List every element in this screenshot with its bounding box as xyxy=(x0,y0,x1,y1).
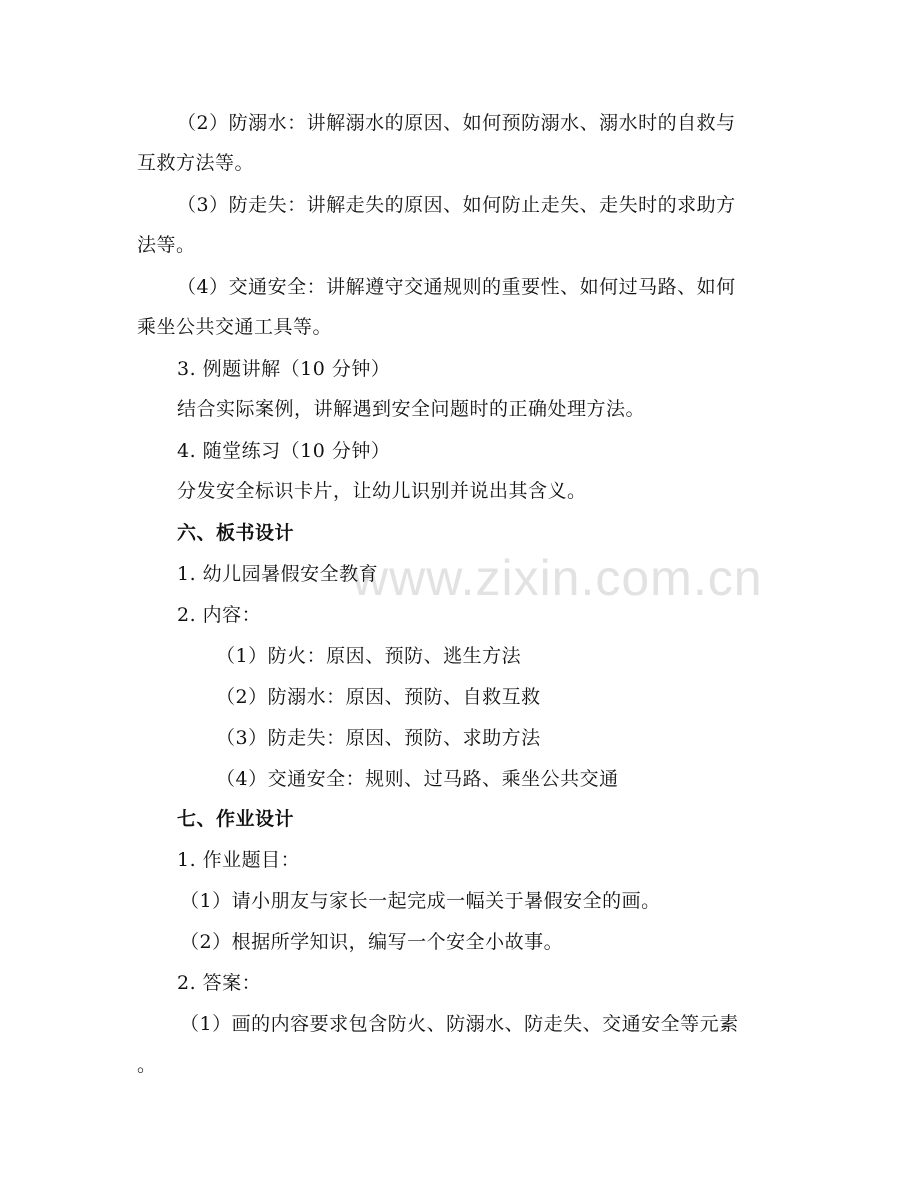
board-subitem-3: （3）防走失：原因、预防、求助方法 xyxy=(216,727,541,749)
paragraph-drowning-line-1: （2）防溺水：讲解溺水的原因、如何预防溺水、溺水时的自救与 xyxy=(177,112,736,134)
answer-line-2: 。 xyxy=(137,1054,157,1076)
homework-subitem-2: （2）根据所学知识，编写一个安全小故事。 xyxy=(180,931,564,953)
paragraph-drowning-line-2: 互救方法等。 xyxy=(137,152,255,174)
paragraph-traffic-line-2: 乘坐公共交通工具等。 xyxy=(137,316,333,338)
item-4-body: 分发安全标识卡片，让幼儿识别并说出其含义。 xyxy=(177,480,587,502)
board-item-1: 1. 幼儿园暑假安全教育 xyxy=(177,563,379,585)
homework-item-2: 2. 答案： xyxy=(177,972,262,994)
item-3-body: 结合实际案例，讲解遇到安全问题时的正确处理方法。 xyxy=(177,398,646,420)
board-subitem-2: （2）防溺水：原因、预防、自救互救 xyxy=(216,686,541,708)
paragraph-lost-line-1: （3）防走失：讲解走失的原因、如何防止走失、走失时的求助方 xyxy=(177,194,736,216)
watermark-text: www.zixin.com.cn xyxy=(352,550,763,606)
section-heading-homework-design: 七、作业设计 xyxy=(177,808,295,830)
paragraph-lost-line-2: 法等。 xyxy=(137,234,196,256)
paragraph-traffic-line-1: （4）交通安全：讲解遵守交通规则的重要性、如何过马路、如何 xyxy=(177,276,736,298)
board-subitem-1: （1）防火：原因、预防、逃生方法 xyxy=(216,645,522,667)
homework-item-1: 1. 作业题目： xyxy=(177,849,301,871)
board-item-2: 2. 内容： xyxy=(177,604,262,626)
homework-subitem-1: （1）请小朋友与家长一起完成一幅关于暑假安全的画。 xyxy=(180,890,661,912)
answer-line-1: （1）画的内容要求包含防火、防溺水、防走失、交通安全等元素 xyxy=(180,1013,739,1035)
section-heading-board-design: 六、板书设计 xyxy=(177,522,295,544)
board-subitem-4: （4）交通安全：规则、过马路、乘坐公共交通 xyxy=(216,768,619,790)
item-3-title: 3. 例题讲解（10 分钟） xyxy=(177,358,391,380)
item-4-title: 4. 随堂练习（10 分钟） xyxy=(177,440,391,462)
